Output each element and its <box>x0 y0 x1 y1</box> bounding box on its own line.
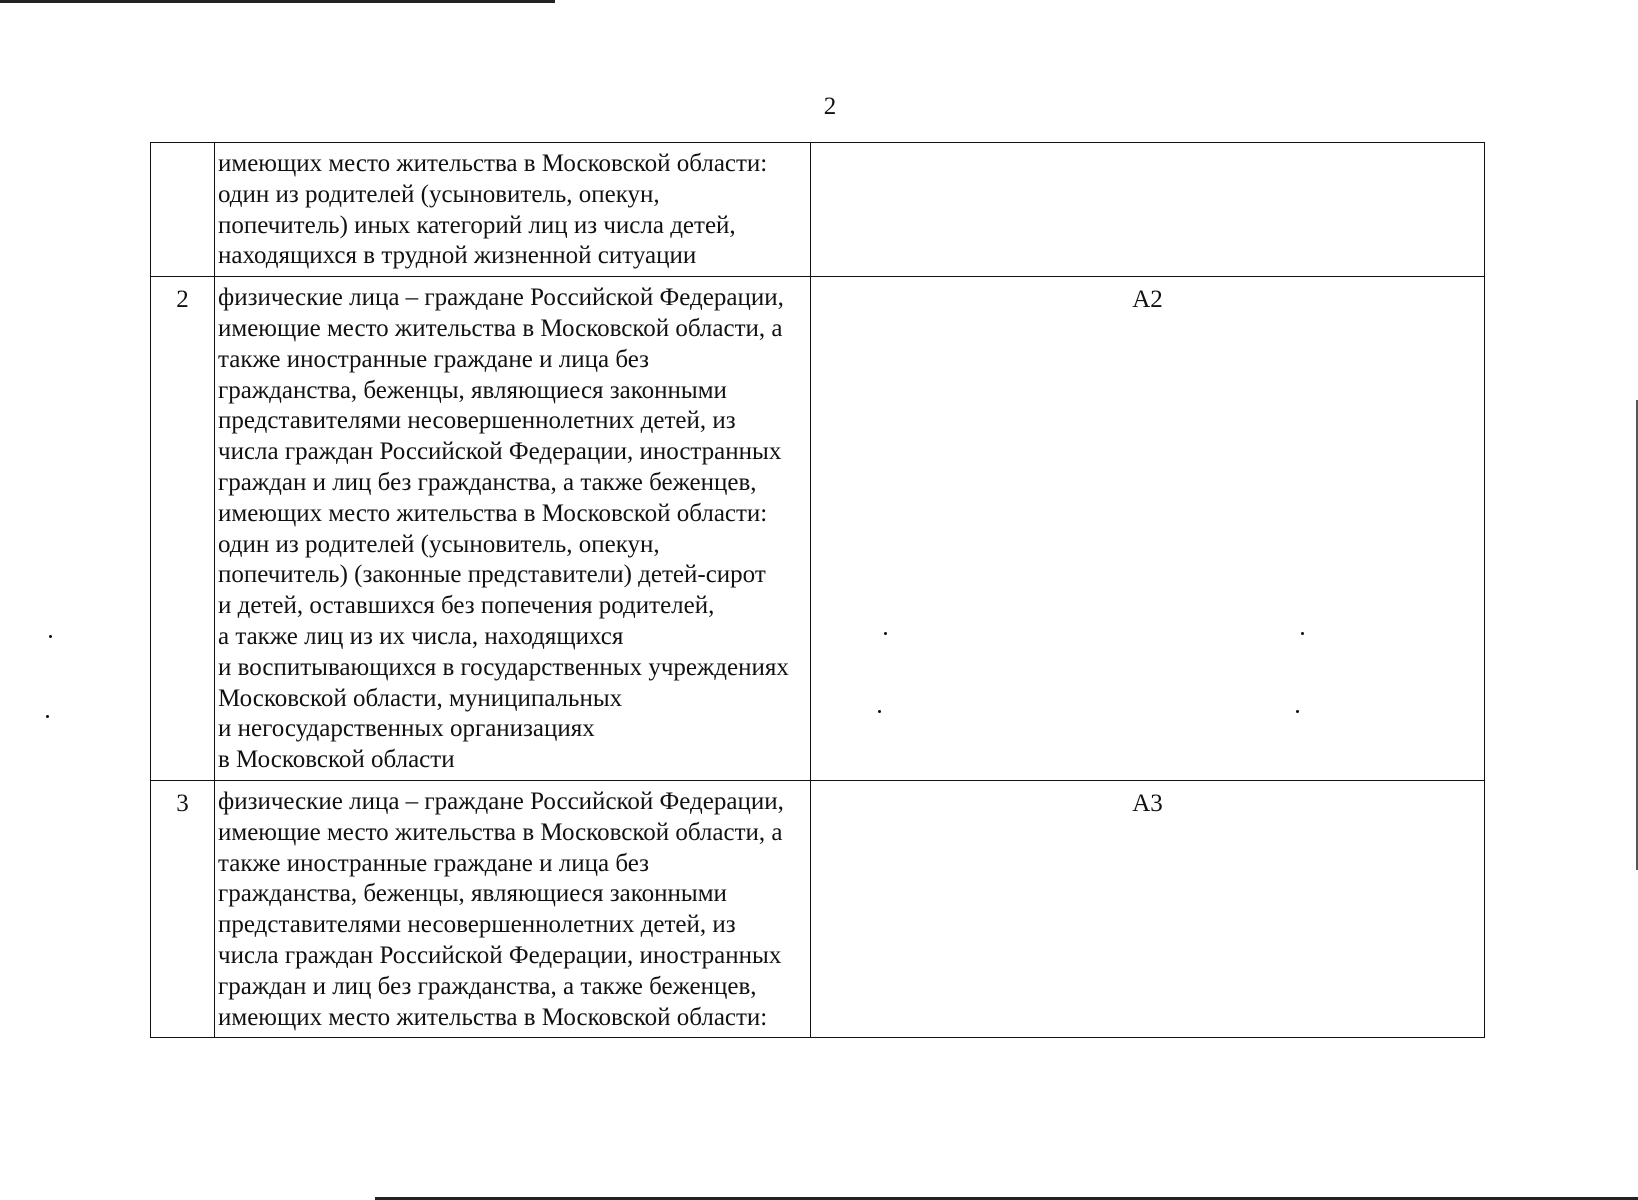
row-code-cell: А2 <box>811 277 1485 781</box>
description-line: в Московской области <box>218 746 455 774</box>
row-description-cell <box>215 277 811 781</box>
description-line: представителями несовершеннолетних детей, из <box>218 911 736 939</box>
description-line: Московской области, муниципальных <box>218 684 623 712</box>
description-line: имеющие место жительства в Московской области, а <box>218 818 783 846</box>
description-line: попечитель) (законные представители) детей-сирот <box>218 561 766 589</box>
description-line: физические лица – граждане Российской Федерации, <box>218 284 784 312</box>
row-number-cell: 3 <box>151 780 215 1037</box>
description-line: гражданства, беженцы, являющиеся законными <box>218 880 727 908</box>
row-code-cell: А3 <box>811 780 1485 1037</box>
scan-speck <box>878 710 881 713</box>
row-description-cell <box>215 780 811 1037</box>
scan-edge-top <box>0 0 555 3</box>
page-number: 2 <box>823 93 837 120</box>
description-line: граждан и лиц без гражданства, а также беженцев, <box>218 972 757 1000</box>
description-line: и негосударственных организациях <box>218 715 595 743</box>
table-row <box>151 143 1485 277</box>
description-line: числа граждан Российской Федерации, иностранных <box>218 941 782 969</box>
description-line: числа граждан Российской Федерации, иностранных <box>218 438 782 466</box>
description-line: и детей, оставшихся без попечения родителей, <box>218 592 715 620</box>
description-line: находящихся в трудной жизненной ситуации <box>218 242 697 270</box>
description-line: имеющих место жительства в Московской области: <box>218 1003 768 1031</box>
description-line: имеющих место жительства в Московской области: <box>218 150 768 177</box>
description-line: имеющих место жительства в Московской области: <box>218 499 768 527</box>
scan-speck <box>884 632 887 635</box>
scan-speck <box>49 635 52 638</box>
scan-speck <box>1301 632 1304 635</box>
description-line: а также лиц из их числа, находящихся <box>218 622 624 650</box>
table-row <box>151 277 1485 781</box>
description-line: имеющие место жительства в Московской области, а <box>218 314 783 342</box>
row-code-cell <box>811 143 1485 277</box>
description-line: представителями несовершеннолетних детей, из <box>218 407 736 435</box>
description-line: также иностранные граждане и лица без <box>218 345 650 373</box>
scan-speck <box>1296 710 1299 713</box>
description-line: попечитель) иных категорий лиц из числа детей, <box>218 211 736 239</box>
description-line: и воспитывающихся в государственных учреждениях <box>218 653 789 681</box>
description-line: также иностранные граждане и лица без <box>218 849 650 877</box>
table-row <box>151 780 1485 1037</box>
description-line: один из родителей (усыновитель, опекун, <box>218 180 660 208</box>
scan-speck <box>46 715 49 718</box>
description-line: гражданства, беженцы, являющиеся законными <box>218 376 727 404</box>
document-table <box>150 142 1485 1038</box>
row-number-cell: 2 <box>151 277 215 781</box>
row-number-cell <box>151 143 215 277</box>
row-description-cell <box>215 143 811 277</box>
description-line: физические лица – граждане Российской Федерации, <box>218 787 784 815</box>
description-line: один из родителей (усыновитель, опекун, <box>218 530 660 558</box>
description-line: граждан и лиц без гражданства, а также беженцев, <box>218 468 757 496</box>
